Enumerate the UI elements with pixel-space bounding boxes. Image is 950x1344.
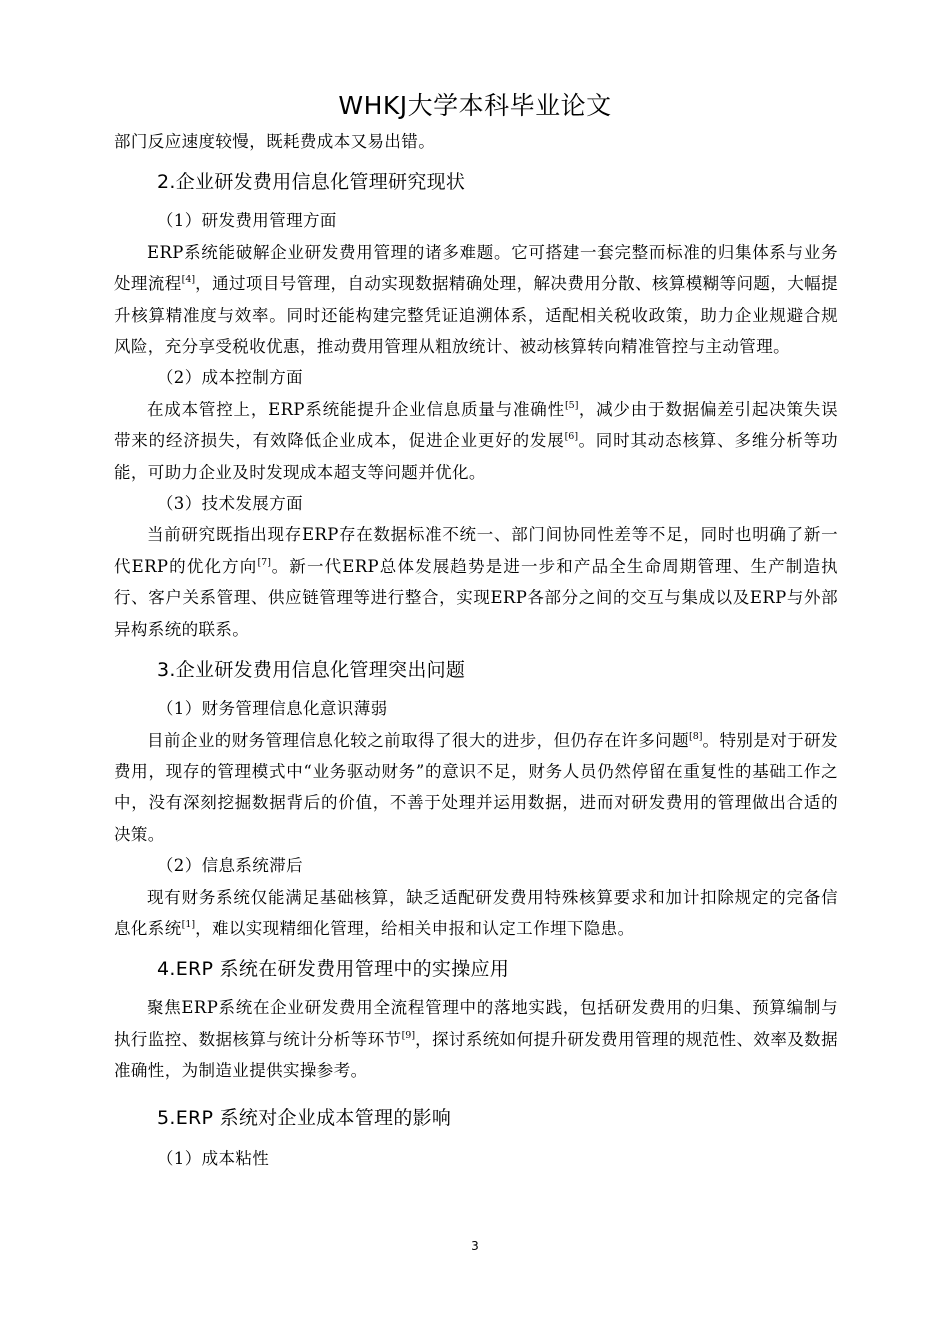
body-paragraph: 当前研究既指出现存ERP存在数据标准不统一、部门间协同性差等不足，同时也明确了新一代ERP的优化方向[7]。新一代ERP总体发展趋势是进一步和产品全生命周期管理、生产制造执行、客户关系管理、供应链管理等进行整合，实现ERP各部分之间的交互与集成以及ERP与外部异构系统的联系。 <box>114 525 838 639</box>
body-paragraph: 聚焦ERP系统在企业研发费用全流程管理中的落地实践，包括研发费用的归集、预算编制与执行监控、数据核算与统计分析等环节[9]，探讨系统如何提升研发费用管理的规范性、效率及数据准确性，为制造业提供实操参考。 <box>114 998 838 1081</box>
body-paragraph: 在成本管控上，ERP系统能提升企业信息质量与准确性[5]，减少由于数据偏差引起决策失误带来的经济损失，有效降低企业成本，促进企业更好的发展[6]。同时其动态核算、多维分析等功能，可助力企业及时发现成本超支等问题并优化。 <box>114 399 839 482</box>
running-header: WHKJ大学本科毕业论文 <box>338 91 612 120</box>
citation-ref: [5] <box>564 399 579 411</box>
body-paragraph: ERP系统能破解企业研发费用管理的诸多难题。它可搭建一套完整而标准的归集体系与业务处理流程[4]，通过项目号管理，自动实现数据精确处理，解决费用分散、核算模糊等问题，大幅提升核算精准度与效率。同时还能构建完整凭证追溯体系，适配相关税收政策，助力企业规避合规风险，充分享受税收优惠，推动费用管理从粗放统计、被动核算转向精准管控与主动管理。 <box>114 242 838 357</box>
subsection-title: （2）成本控制方面 <box>156 368 303 388</box>
citation-ref: [1] <box>181 918 196 930</box>
section-heading-4: 4.ERP 系统在研发费用管理中的实操应用 <box>157 958 510 981</box>
section-heading-3: 3.企业研发费用信息化管理突出问题 <box>157 659 466 682</box>
citation-ref: [8] <box>689 730 703 742</box>
citation-ref: [7] <box>257 556 271 568</box>
citation-ref: [6] <box>564 431 579 443</box>
subsection-title: （1）成本粘性 <box>156 1148 270 1168</box>
body-paragraph: 目前企业的财务管理信息化较之前取得了很大的进步，但仍存在许多问题[8]。特别是对于研发费用，现存的管理模式中“业务驱动财务”的意识不足，财务人员仍然停留在重复性的基础工作之中，没有深刻挖掘数据背后的价值，不善于处理并运用数据，进而对研发费用的管理做出合适的决策。 <box>114 730 838 844</box>
body-paragraph: 现有财务系统仅能满足基础核算，缺乏适配研发费用特殊核算要求和加计扣除规定的完备信息化系统[1]，难以实现精细化管理，给相关申报和认定工作埋下隐患。 <box>114 887 838 938</box>
page-content <box>114 126 838 1174</box>
subsection-title: （1）财务管理信息化意识薄弱 <box>156 699 388 719</box>
section-heading-5: 5.ERP 系统对企业成本管理的影响 <box>157 1106 452 1129</box>
subsection-title: （1）研发费用管理方面 <box>156 211 337 231</box>
page-number: 3 <box>471 1239 479 1253</box>
subsection-title: （3）技术发展方面 <box>156 494 303 514</box>
citation-ref: [4] <box>181 274 196 286</box>
subsection-title: （2）信息系统滞后 <box>156 856 303 876</box>
continuation-paragraph: 部门反应速度较慢，既耗费成本又易出错。 <box>114 132 436 151</box>
citation-ref: [9] <box>401 1029 416 1041</box>
section-heading-2: 2.企业研发费用信息化管理研究现状 <box>157 171 466 194</box>
